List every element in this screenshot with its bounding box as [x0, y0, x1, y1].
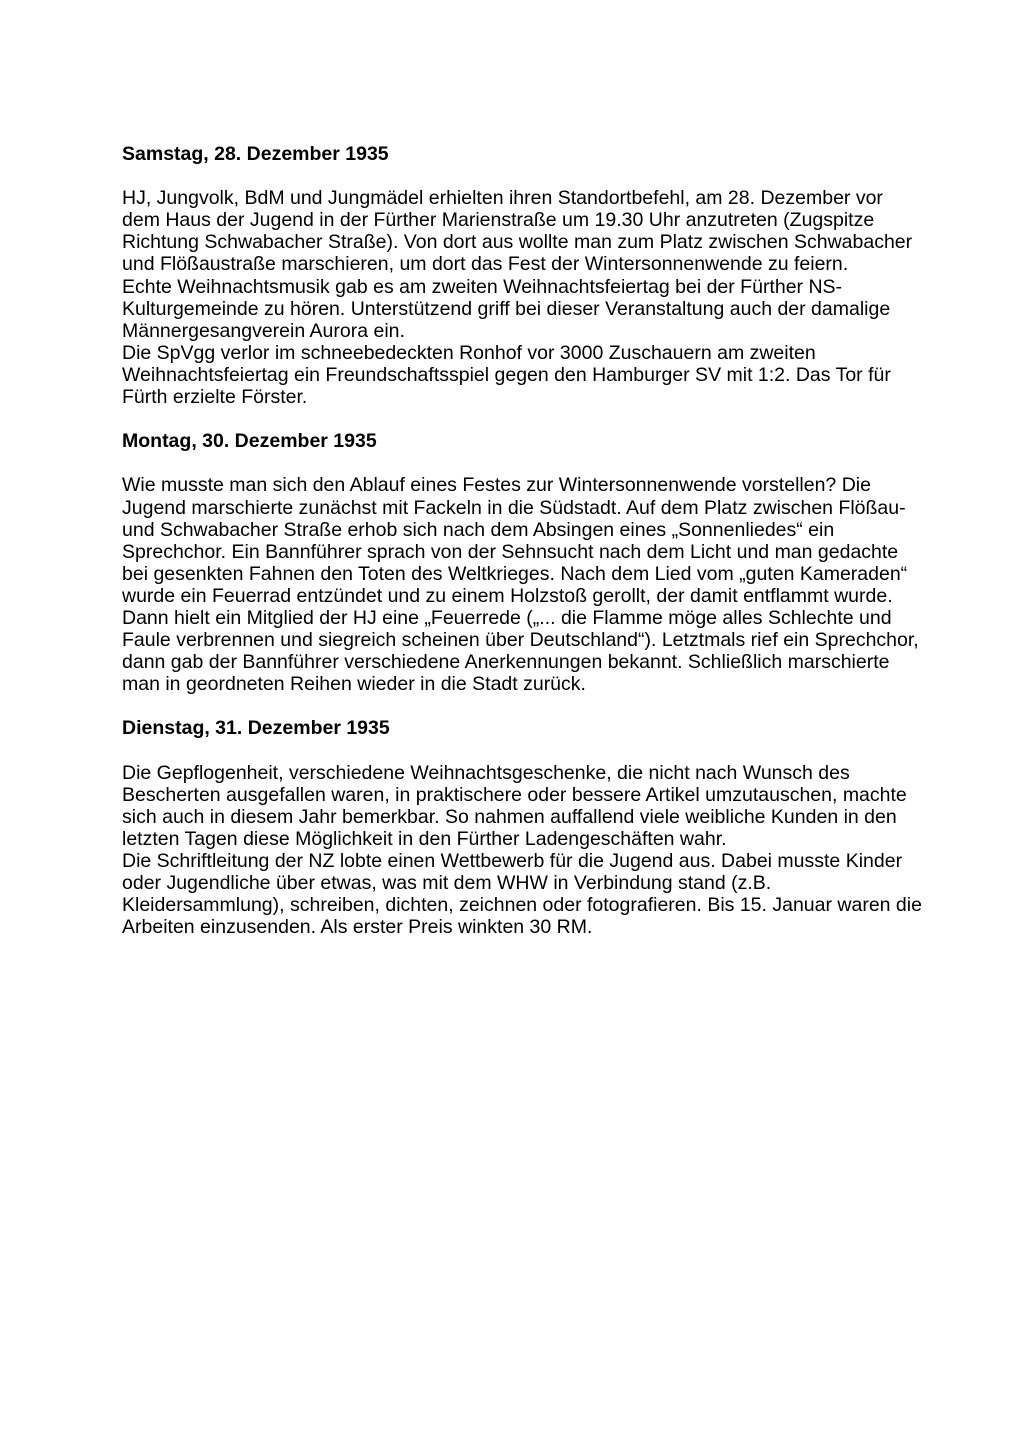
entry-heading-monday: Montag, 30. Dezember 1935: [122, 430, 377, 453]
text-line: Die Gepflogenheit, verschiedene Weihnachtsgeschenke, die nicht nach Wunsch des: [122, 761, 850, 784]
text-line: Dann hielt ein Mitglied der HJ eine „Feuerrede („... die Flamme möge alles Schlechte und: [122, 606, 892, 629]
text-line: Weihnachtsfeiertag ein Freundschaftsspiel gegen den Hamburger SV mit 1:2. Das Tor für: [122, 363, 891, 386]
text-line: Echte Weihnachtsmusik gab es am zweiten Weihnachtsfeiertag bei der Fürther NS-: [122, 275, 843, 298]
text-line: oder Jugendliche über etwas, was mit dem WHW in Verbindung stand (z.B.: [122, 872, 772, 895]
text-line: Die SpVgg verlor im schneebedeckten Ronhof vor 3000 Zuschauern am zweiten: [122, 341, 816, 364]
text-line: Wie musste man sich den Ablauf eines Festes zur Wintersonnenwende vorstellen? Die: [122, 474, 871, 497]
text-line: Sprechchor. Ein Bannführer sprach von der Sehnsucht nach dem Licht und man gedachte: [122, 540, 899, 563]
text-line: Faule verbrennen und siegreich scheinen über Deutschland“). Letztmals rief ein Sprechchor,: [122, 629, 919, 652]
text-line: man in geordneten Reihen wieder in die Stadt zurück.: [122, 673, 586, 696]
diary-entry-tuesday: [122, 717, 922, 939]
entry-heading-saturday: Samstag, 28. Dezember 1935: [122, 143, 389, 165]
text-line: dann gab der Bannführer verschiedene Anerkennungen bekannt. Schließlich marschierte: [122, 651, 890, 674]
text-line: und Flößaustraße marschieren, um dort das Fest der Wintersonnenwende zu feiern.: [122, 253, 849, 276]
text-line: sich auch in diesem Jahr bemerkbar. So nahmen auffallend viele weibliche Kunden in den: [122, 805, 897, 828]
text-line: bei gesenkten Fahnen den Toten des Weltkrieges. Nach dem Lied vom „guten Kameraden“: [122, 562, 908, 585]
text-line: Die Schriftleitung der NZ lobte einen Wettbewerb für die Jugend aus. Dabei musste Kinder: [122, 850, 903, 872]
text-line: Arbeiten einzusenden. Als erster Preis winkten 30 RM.: [122, 916, 593, 939]
entry-body-monday: [122, 474, 919, 696]
text-line: und Schwabacher Straße erhob sich nach dem Absingen eines „Sonnenliedes“ ein: [122, 518, 835, 541]
diary-entry-saturday: [122, 143, 913, 409]
text-line: Bescherten ausgefallen waren, in praktischere oder bessere Artikel umzutauschen, machte: [122, 783, 907, 806]
text-line: Männergesangverein Aurora ein.: [122, 319, 405, 342]
text-line: Kleidersammlung), schreiben, dichten, zeichnen oder fotografieren. Bis 15. Januar waren die: [122, 894, 922, 917]
text-line: wurde ein Feuerrad entzündet und zu einem Holzstoß gerollt, der damit entflammt wurde.: [122, 584, 893, 607]
text-line: dem Haus der Jugend in der Fürther Marienstraße um 19.30 Uhr anzutreten (Zugspitze: [122, 209, 875, 232]
entry-heading-tuesday: Dienstag, 31. Dezember 1935: [122, 717, 390, 740]
text-line: Fürth erzielte Förster.: [122, 386, 308, 409]
entry-body-saturday: [122, 187, 913, 409]
text-line: letzten Tagen diese Möglichkeit in den Fürther Ladengeschäften wahr.: [122, 827, 727, 850]
text-line: Kulturgemeinde zu hören. Unterstützend griff bei dieser Veranstaltung auch der damalige: [122, 297, 891, 320]
diary-entry-monday: [122, 430, 919, 696]
document-content: [122, 143, 922, 960]
entry-body-tuesday: [122, 761, 922, 939]
text-line: HJ, Jungvolk, BdM und Jungmädel erhielten ihren Standortbefehl, am 28. Dezember vor: [122, 187, 883, 210]
text-line: Richtung Schwabacher Straße). Von dort aus wollte man zum Platz zwischen Schwabacher: [122, 231, 913, 254]
text-line: Jugend marschierte zunächst mit Fackeln in die Südstadt. Auf dem Platz zwischen Flößau-: [122, 496, 906, 519]
